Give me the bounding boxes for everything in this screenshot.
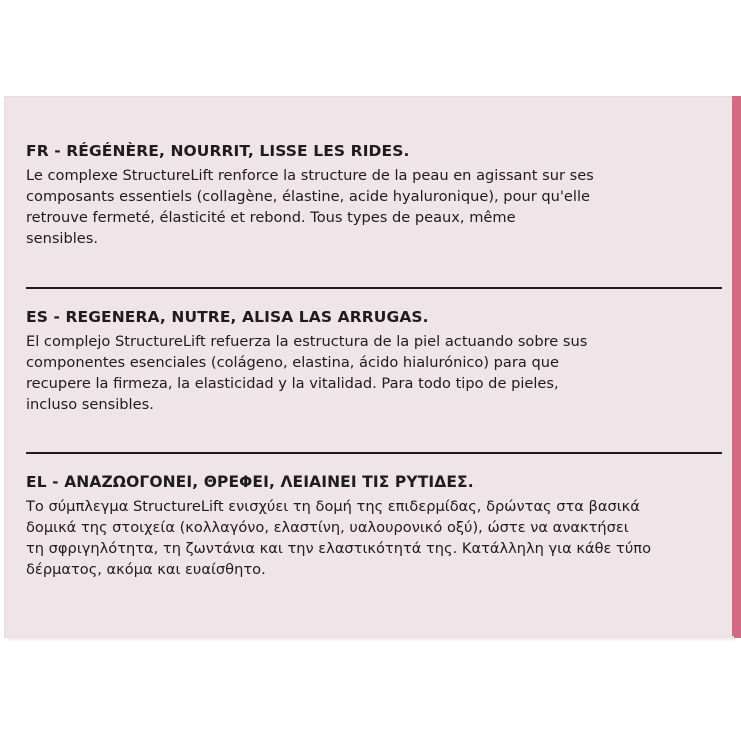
body-es-line: incluso sensibles. (26, 396, 154, 413)
body-el (26, 496, 726, 580)
box-edge-right (732, 96, 741, 638)
body-fr-line: retrouve fermeté, élasticité et rebond. Tous types de peaux, même (26, 209, 516, 226)
divider-line (26, 452, 722, 454)
heading-fr: FR - RÉGÉNÈRE, NOURRIT, LISSE LES RIDES. (26, 142, 410, 160)
body-fr-line: composants essentiels (collagène, élastine, acide hyaluronique), pour qu'elle (26, 188, 590, 205)
body-el-line: Το σύμπλεγμα StructureLift ενισχύει τη δομή της επιδερμίδας, δρώντας στα βασικά (26, 498, 640, 515)
body-el-line: τη σφριγηλότητα, τη ζωντάνια και την ελαστικότητά της. Κατάλληλη για κάθε τύπο (26, 540, 651, 557)
body-es (26, 331, 726, 415)
body-el-line: δομικά της στοιχεία (κολλαγόνο, ελαστίνη, υαλουρονικό οξύ), ώστε να ανακτήσει (26, 519, 629, 536)
body-fr (26, 165, 726, 249)
body-es-line: componentes esenciales (colágeno, elastina, ácido hialurónico) para que (26, 354, 559, 371)
section-el (26, 472, 726, 580)
box-edge-bottom (8, 636, 734, 642)
heading-el: EL - ΑΝΑΖΩΟΓΟΝΕΙ, ΘΡΕΦΕΙ, ΛΕΙΑΙΝΕΙ ΤΙΣ ΡΥΤΙΔΕΣ. (26, 473, 474, 491)
body-fr-line: Le complexe StructureLift renforce la structure de la peau en agissant sur ses (26, 167, 594, 184)
divider-line (26, 287, 722, 289)
section-fr (26, 141, 726, 249)
heading-es: ES - REGENERA, NUTRE, ALISA LAS ARRUGAS. (26, 308, 429, 326)
body-el-line: δέρματος, ακόμα και ευαίσθητο. (26, 561, 266, 578)
body-es-line: El complejo StructureLift refuerza la estructura de la piel actuando sobre sus (26, 333, 588, 350)
body-fr-line: sensibles. (26, 230, 99, 247)
section-es (26, 307, 726, 415)
body-es-line: recupere la firmeza, la elasticidad y la vitalidad. Para todo tipo de pieles, (26, 375, 559, 392)
